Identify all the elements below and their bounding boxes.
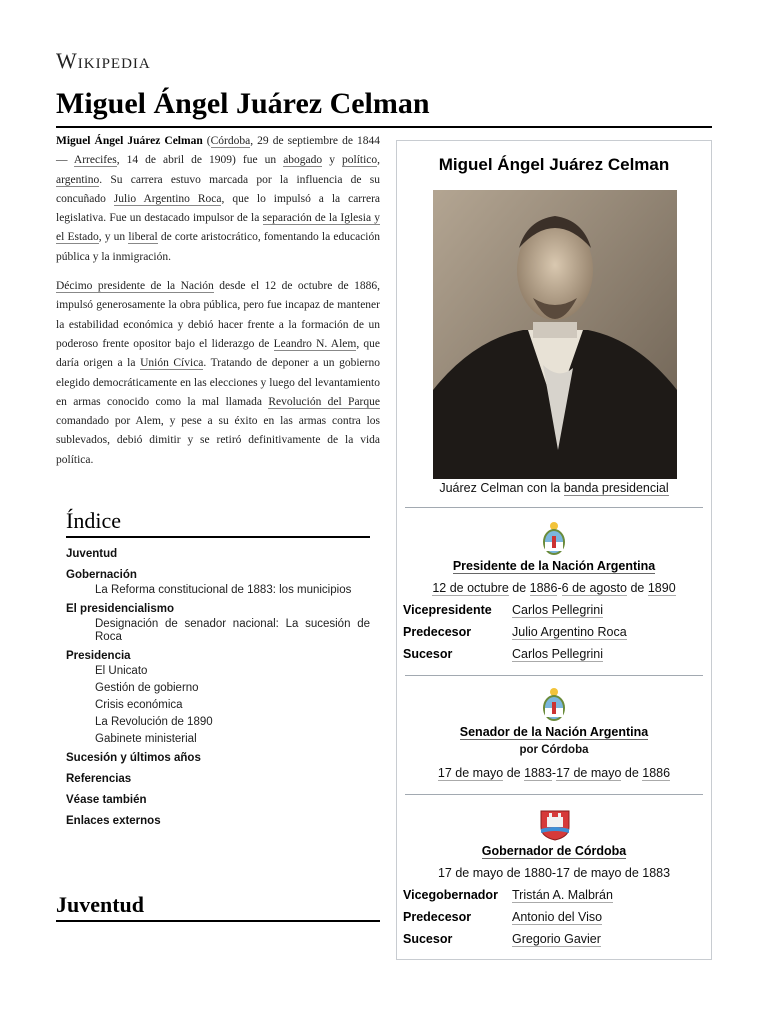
argentina-coat-of-arms-icon: [540, 521, 568, 557]
inline-link[interactable]: Córdoba: [210, 135, 251, 147]
divider: [405, 507, 703, 508]
infobox-row-link[interactable]: Antonio del Viso: [512, 910, 603, 924]
text-run: . Tratando de deponer a un gobierno elegido democráticamente en las elecciones y luego del levantamiento en armas conocido como la mal llamada: [56, 357, 380, 408]
toc-subitem[interactable]: El Unicato: [95, 665, 148, 677]
text-run: , que lo impulsó a la carrera legislativa. Fue un destacado impulsor de la: [56, 192, 381, 225]
inline-link[interactable]: liberal: [128, 231, 158, 244]
toc-subitem[interactable]: Gabinete ministerial: [95, 733, 197, 745]
inline-link[interactable]: Revolución del Parque: [268, 395, 380, 408]
inline-link[interactable]: argentino: [56, 173, 100, 186]
wikipedia-wordmark[interactable]: Wikipedia: [56, 48, 151, 73]
inline-link[interactable]: 1886: [529, 581, 558, 595]
office-senator-subtitle: por Córdoba: [519, 744, 589, 756]
bold-subject: Miguel Ángel Juárez Celman: [56, 135, 203, 147]
infobox: [396, 140, 712, 960]
infobox-row-link[interactable]: Tristán A. Malbrán: [512, 888, 613, 902]
inline-link[interactable]: 17 de mayo: [437, 766, 504, 780]
text-run: , 29 de septiembre de 1844 —: [56, 135, 380, 167]
text-run: ,: [377, 154, 381, 167]
argentina-coat-of-arms-icon: [540, 687, 568, 723]
infobox-row-link[interactable]: Julio Argentino Roca: [512, 625, 627, 639]
toc-item[interactable]: Presidencia: [66, 650, 131, 662]
toc-subitem[interactable]: Gestión de gobierno: [95, 682, 199, 694]
text-run: de: [621, 766, 643, 780]
infobox-row-label: Predecesor: [403, 910, 472, 924]
infobox-row-label: Sucesor: [403, 932, 453, 946]
infobox-row-link[interactable]: Carlos Pellegrini: [512, 603, 604, 617]
infobox-name: Miguel Ángel Juárez Celman: [438, 155, 670, 174]
text-run: -: [551, 766, 557, 780]
toc-item[interactable]: Véase también: [66, 794, 147, 806]
inline-link[interactable]: político: [342, 154, 378, 167]
section-heading-juventud: Juventud: [56, 892, 380, 922]
inline-link[interactable]: 1886: [642, 766, 671, 780]
lead-paragraph-1: [56, 132, 380, 267]
office-governor-dates: 17 de mayo de 1880-17 de mayo de 1883: [437, 866, 671, 880]
toc-item[interactable]: Referencias: [66, 773, 132, 785]
text-run: y: [322, 154, 342, 167]
inline-link[interactable]: 6 de agosto: [561, 581, 627, 595]
text-run: desde el 12 de octubre de 1886, impulsó generosamente la obra pública, pero fue incapaz de mantener la estabilidad económica y debió hacer frente a la formación de un poderoso frente opositor bajo el liderazgo de: [56, 280, 380, 350]
toc-title: Índice: [66, 508, 370, 538]
inline-link[interactable]: 17 de mayo: [556, 766, 622, 780]
inline-link[interactable]: separación de la Iglesia y el Estado: [56, 212, 380, 244]
toc-item[interactable]: Juventud: [66, 548, 118, 560]
text-run: . Su carrera estuvo marcada por la influencia de su concuñado: [56, 173, 380, 205]
inline-link[interactable]: Décimo presidente de la Nación: [56, 280, 214, 293]
inline-link[interactable]: 1890: [647, 581, 676, 595]
text-run: -: [557, 581, 562, 595]
text-run: de: [503, 766, 525, 780]
toc-item[interactable]: Enlaces externos: [66, 815, 161, 827]
office-senator-title[interactable]: Senador de la Nación Argentina: [459, 725, 649, 739]
text-run: (: [202, 135, 211, 147]
inline-link[interactable]: 1883: [524, 766, 552, 780]
toc-item[interactable]: Sucesión y últimos años: [66, 752, 201, 764]
text-run: comandado por Alem, y pese a su éxito en las armas contra los sublevados, debió dimitir y se retiró definitivamente de la vida política.: [56, 415, 380, 466]
infobox-row-link[interactable]: Gregorio Gavier: [512, 932, 601, 946]
portrait-caption: Juárez Celman con la banda presidencial: [439, 481, 669, 495]
toc-subitem[interactable]: Crisis económica: [95, 699, 183, 711]
office-president-title[interactable]: Presidente de la Nación Argentina: [452, 559, 656, 573]
inline-link[interactable]: Julio Argentino Roca: [113, 192, 222, 205]
table-of-contents: [66, 508, 370, 830]
toc-subitem[interactable]: La Revolución de 1890: [95, 716, 213, 728]
office-governor-title[interactable]: Gobernador de Córdoba: [481, 844, 627, 858]
text-run: de: [626, 581, 648, 595]
cordoba-coat-of-arms-icon: [538, 805, 572, 841]
lead-section: [56, 132, 380, 480]
infobox-row-label: Vicegobernador: [403, 888, 498, 902]
text-run: de corte aristocrático, fomentando la educación pública y la inmigración.: [56, 231, 380, 263]
toc-subitem[interactable]: La Reforma constitucional de 1883: los municipios: [95, 584, 352, 596]
inline-link[interactable]: Unión Cívica: [140, 357, 204, 370]
text-run: , que daría origen a la: [56, 337, 380, 370]
inline-link[interactable]: abogado: [283, 154, 323, 167]
divider: [405, 675, 703, 676]
text-run: de: [508, 581, 530, 595]
inline-link[interactable]: 12 de octubre: [432, 581, 509, 595]
infobox-row-label: Sucesor: [403, 647, 453, 661]
infobox-row-link[interactable]: Carlos Pellegrini: [512, 647, 604, 661]
divider: [405, 794, 703, 795]
text-run: , y un: [98, 231, 129, 244]
text-run: , 14 de abril de 1909) fue un: [116, 154, 284, 167]
toc-item[interactable]: El presidencialismo: [66, 603, 175, 615]
caption-link[interactable]: banda presidencial: [563, 481, 669, 495]
page-title: Miguel Ángel Juárez Celman: [56, 86, 712, 128]
toc-item[interactable]: Gobernación: [66, 569, 137, 581]
toc-list: [66, 546, 370, 830]
office-president-dates: [397, 581, 711, 595]
infobox-row-label: Vicepresidente: [403, 603, 492, 617]
infobox-row-label: Predecesor: [403, 625, 472, 639]
office-senator-dates: [397, 766, 711, 780]
inline-link[interactable]: Leandro N. Alem: [273, 337, 357, 350]
toc-subitem[interactable]: Designación de senador nacional: La sucesión de Roca: [95, 618, 370, 643]
lead-paragraph-2: [56, 277, 380, 470]
inline-link[interactable]: Arrecifes: [73, 154, 117, 167]
portrait-photo[interactable]: [433, 190, 677, 479]
